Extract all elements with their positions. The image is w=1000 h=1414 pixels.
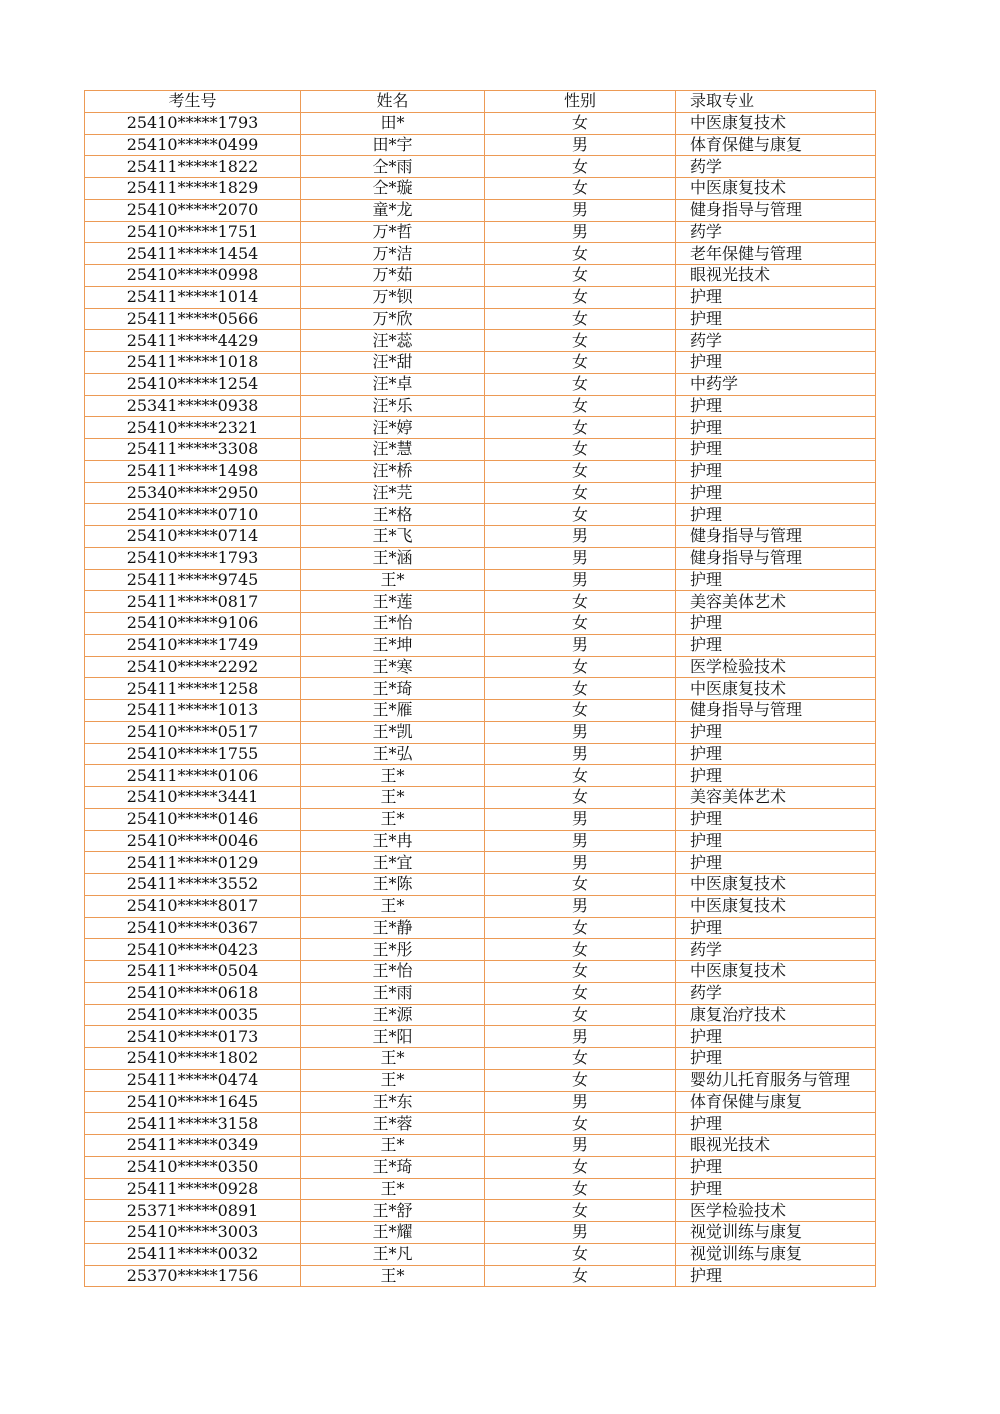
cell-name: 汪*慧 bbox=[301, 439, 485, 461]
cell-gender: 男 bbox=[485, 1026, 676, 1048]
cell-gender: 男 bbox=[485, 1091, 676, 1113]
cell-major: 药学 bbox=[676, 156, 876, 178]
cell-exam-number: 25410*****1751 bbox=[85, 221, 301, 243]
table-row bbox=[85, 308, 876, 330]
cell-major: 护理 bbox=[676, 830, 876, 852]
cell-name: 王*舒 bbox=[301, 1200, 485, 1222]
cell-exam-number: 25410*****0998 bbox=[85, 265, 301, 287]
cell-gender: 女 bbox=[485, 286, 676, 308]
cell-exam-number: 25411*****0106 bbox=[85, 765, 301, 787]
cell-gender: 女 bbox=[485, 613, 676, 635]
cell-gender: 女 bbox=[485, 787, 676, 809]
cell-gender: 男 bbox=[485, 634, 676, 656]
cell-name: 王*宜 bbox=[301, 852, 485, 874]
cell-exam-number: 25411*****9745 bbox=[85, 569, 301, 591]
cell-name: 王*阳 bbox=[301, 1026, 485, 1048]
cell-gender: 女 bbox=[485, 1069, 676, 1091]
cell-major: 护理 bbox=[676, 634, 876, 656]
cell-gender: 男 bbox=[485, 721, 676, 743]
cell-major: 康复治疗技术 bbox=[676, 1004, 876, 1026]
cell-exam-number: 25411*****1498 bbox=[85, 460, 301, 482]
cell-gender: 女 bbox=[485, 352, 676, 374]
cell-exam-number: 25410*****1645 bbox=[85, 1091, 301, 1113]
cell-major: 护理 bbox=[676, 743, 876, 765]
cell-exam-number: 25410*****9106 bbox=[85, 613, 301, 635]
cell-major: 护理 bbox=[676, 852, 876, 874]
cell-major: 健身指导与管理 bbox=[676, 199, 876, 221]
table-row bbox=[85, 1178, 876, 1200]
cell-exam-number: 25410*****1793 bbox=[85, 547, 301, 569]
cell-name: 王* bbox=[301, 787, 485, 809]
cell-name: 王*怡 bbox=[301, 613, 485, 635]
cell-major: 护理 bbox=[676, 569, 876, 591]
cell-name: 万*欣 bbox=[301, 308, 485, 330]
cell-exam-number: 25411*****3552 bbox=[85, 874, 301, 896]
cell-name: 王*东 bbox=[301, 1091, 485, 1113]
cell-exam-number: 25410*****0714 bbox=[85, 526, 301, 548]
cell-major: 护理 bbox=[676, 721, 876, 743]
cell-name: 王* bbox=[301, 1135, 485, 1157]
cell-gender: 女 bbox=[485, 765, 676, 787]
cell-name: 王*格 bbox=[301, 504, 485, 526]
table-row bbox=[85, 613, 876, 635]
cell-name: 王* bbox=[301, 569, 485, 591]
cell-exam-number: 25411*****3308 bbox=[85, 439, 301, 461]
table-row bbox=[85, 156, 876, 178]
cell-name: 王* bbox=[301, 1069, 485, 1091]
cell-name: 汪*芫 bbox=[301, 482, 485, 504]
cell-name: 王*琦 bbox=[301, 678, 485, 700]
cell-exam-number: 25410*****1749 bbox=[85, 634, 301, 656]
cell-gender: 女 bbox=[485, 373, 676, 395]
cell-exam-number: 25410*****0035 bbox=[85, 1004, 301, 1026]
cell-gender: 女 bbox=[485, 112, 676, 134]
table-row bbox=[85, 678, 876, 700]
cell-major: 护理 bbox=[676, 482, 876, 504]
cell-exam-number: 25410*****2070 bbox=[85, 199, 301, 221]
table-row bbox=[85, 373, 876, 395]
cell-gender: 男 bbox=[485, 852, 676, 874]
cell-name: 王*雁 bbox=[301, 700, 485, 722]
cell-gender: 女 bbox=[485, 982, 676, 1004]
cell-major: 护理 bbox=[676, 808, 876, 830]
table-row bbox=[85, 439, 876, 461]
cell-name: 王* bbox=[301, 1048, 485, 1070]
cell-exam-number: 25410*****0173 bbox=[85, 1026, 301, 1048]
table-row bbox=[85, 1222, 876, 1244]
table-row bbox=[85, 917, 876, 939]
cell-gender: 女 bbox=[485, 678, 676, 700]
cell-exam-number: 25411*****1258 bbox=[85, 678, 301, 700]
cell-exam-number: 25411*****0566 bbox=[85, 308, 301, 330]
cell-major: 健身指导与管理 bbox=[676, 700, 876, 722]
cell-exam-number: 25411*****3158 bbox=[85, 1113, 301, 1135]
cell-name: 王*静 bbox=[301, 917, 485, 939]
cell-major: 眼视光技术 bbox=[676, 265, 876, 287]
cell-gender: 女 bbox=[485, 330, 676, 352]
cell-name: 王* bbox=[301, 1265, 485, 1287]
cell-major: 中医康复技术 bbox=[676, 678, 876, 700]
cell-exam-number: 25410*****0046 bbox=[85, 830, 301, 852]
cell-major: 护理 bbox=[676, 352, 876, 374]
cell-name: 王* bbox=[301, 1178, 485, 1200]
cell-major: 健身指导与管理 bbox=[676, 547, 876, 569]
table-row bbox=[85, 243, 876, 265]
cell-exam-number: 25411*****1829 bbox=[85, 178, 301, 200]
cell-gender: 女 bbox=[485, 417, 676, 439]
table-row bbox=[85, 1135, 876, 1157]
cell-name: 王*耀 bbox=[301, 1222, 485, 1244]
table-row bbox=[85, 352, 876, 374]
cell-gender: 女 bbox=[485, 1048, 676, 1070]
table-row bbox=[85, 939, 876, 961]
cell-exam-number: 25411*****0032 bbox=[85, 1243, 301, 1265]
cell-gender: 女 bbox=[485, 395, 676, 417]
cell-major: 眼视光技术 bbox=[676, 1135, 876, 1157]
cell-major: 护理 bbox=[676, 417, 876, 439]
cell-exam-number: 25411*****1018 bbox=[85, 352, 301, 374]
table-row bbox=[85, 1200, 876, 1222]
cell-name: 王*彤 bbox=[301, 939, 485, 961]
cell-major: 体育保健与康复 bbox=[676, 1091, 876, 1113]
cell-gender: 女 bbox=[485, 917, 676, 939]
cell-major: 护理 bbox=[676, 1265, 876, 1287]
cell-name: 王*莲 bbox=[301, 591, 485, 613]
cell-name: 王*凡 bbox=[301, 1243, 485, 1265]
cell-name: 王* bbox=[301, 895, 485, 917]
cell-name: 王*琦 bbox=[301, 1156, 485, 1178]
cell-gender: 男 bbox=[485, 547, 676, 569]
table-row bbox=[85, 874, 876, 896]
cell-exam-number: 25410*****8017 bbox=[85, 895, 301, 917]
cell-major: 中医康复技术 bbox=[676, 178, 876, 200]
table-row bbox=[85, 830, 876, 852]
cell-major: 中医康复技术 bbox=[676, 112, 876, 134]
table-row bbox=[85, 721, 876, 743]
cell-major: 护理 bbox=[676, 1048, 876, 1070]
cell-name: 万*哲 bbox=[301, 221, 485, 243]
cell-name: 万*洁 bbox=[301, 243, 485, 265]
cell-exam-number: 25410*****1793 bbox=[85, 112, 301, 134]
table-row bbox=[85, 1156, 876, 1178]
table-row bbox=[85, 526, 876, 548]
header-major: 录取专业 bbox=[676, 91, 876, 113]
table-row bbox=[85, 1091, 876, 1113]
cell-gender: 女 bbox=[485, 308, 676, 330]
cell-exam-number: 25410*****2292 bbox=[85, 656, 301, 678]
cell-major: 护理 bbox=[676, 1026, 876, 1048]
table-row bbox=[85, 743, 876, 765]
table-row bbox=[85, 134, 876, 156]
cell-gender: 女 bbox=[485, 591, 676, 613]
cell-name: 王*弘 bbox=[301, 743, 485, 765]
table-row bbox=[85, 787, 876, 809]
cell-name: 童*龙 bbox=[301, 199, 485, 221]
cell-gender: 男 bbox=[485, 1135, 676, 1157]
table-row bbox=[85, 112, 876, 134]
cell-name: 王*坤 bbox=[301, 634, 485, 656]
cell-exam-number: 25411*****0928 bbox=[85, 1178, 301, 1200]
cell-major: 护理 bbox=[676, 613, 876, 635]
table-row bbox=[85, 591, 876, 613]
cell-gender: 女 bbox=[485, 1156, 676, 1178]
cell-exam-number: 25410*****0517 bbox=[85, 721, 301, 743]
cell-name: 王*寒 bbox=[301, 656, 485, 678]
cell-major: 医学检验技术 bbox=[676, 656, 876, 678]
cell-major: 护理 bbox=[676, 504, 876, 526]
cell-major: 药学 bbox=[676, 330, 876, 352]
cell-exam-number: 25410*****3441 bbox=[85, 787, 301, 809]
cell-gender: 女 bbox=[485, 939, 676, 961]
cell-major: 中医康复技术 bbox=[676, 874, 876, 896]
admission-table bbox=[84, 90, 876, 1287]
cell-exam-number: 25411*****1822 bbox=[85, 156, 301, 178]
cell-major: 中医康复技术 bbox=[676, 961, 876, 983]
cell-major: 老年保健与管理 bbox=[676, 243, 876, 265]
cell-exam-number: 25410*****0146 bbox=[85, 808, 301, 830]
table-row bbox=[85, 895, 876, 917]
cell-name: 汪*乐 bbox=[301, 395, 485, 417]
table-row bbox=[85, 1004, 876, 1026]
cell-gender: 男 bbox=[485, 895, 676, 917]
cell-exam-number: 25410*****1254 bbox=[85, 373, 301, 395]
cell-major: 护理 bbox=[676, 439, 876, 461]
cell-gender: 女 bbox=[485, 265, 676, 287]
cell-exam-number: 25410*****0618 bbox=[85, 982, 301, 1004]
cell-major: 视觉训练与康复 bbox=[676, 1243, 876, 1265]
table-row bbox=[85, 961, 876, 983]
table-row bbox=[85, 504, 876, 526]
cell-name: 王* bbox=[301, 765, 485, 787]
cell-major: 药学 bbox=[676, 221, 876, 243]
cell-name: 田*宇 bbox=[301, 134, 485, 156]
cell-name: 汪*蕊 bbox=[301, 330, 485, 352]
cell-major: 视觉训练与康复 bbox=[676, 1222, 876, 1244]
cell-major: 护理 bbox=[676, 308, 876, 330]
table-row bbox=[85, 982, 876, 1004]
cell-gender: 男 bbox=[485, 134, 676, 156]
table-row bbox=[85, 265, 876, 287]
cell-gender: 女 bbox=[485, 1243, 676, 1265]
cell-gender: 男 bbox=[485, 199, 676, 221]
cell-gender: 男 bbox=[485, 830, 676, 852]
cell-name: 汪*卓 bbox=[301, 373, 485, 395]
cell-exam-number: 25410*****1802 bbox=[85, 1048, 301, 1070]
table-row bbox=[85, 460, 876, 482]
cell-gender: 女 bbox=[485, 656, 676, 678]
cell-major: 中药学 bbox=[676, 373, 876, 395]
cell-exam-number: 25371*****0891 bbox=[85, 1200, 301, 1222]
cell-exam-number: 25411*****0474 bbox=[85, 1069, 301, 1091]
cell-gender: 女 bbox=[485, 460, 676, 482]
cell-major: 护理 bbox=[676, 765, 876, 787]
cell-major: 护理 bbox=[676, 395, 876, 417]
cell-exam-number: 25411*****0504 bbox=[85, 961, 301, 983]
table-row bbox=[85, 199, 876, 221]
cell-major: 护理 bbox=[676, 1113, 876, 1135]
table-row bbox=[85, 1265, 876, 1287]
table-row bbox=[85, 808, 876, 830]
cell-name: 万*茹 bbox=[301, 265, 485, 287]
table-row bbox=[85, 286, 876, 308]
cell-gender: 女 bbox=[485, 178, 676, 200]
cell-exam-number: 25410*****0367 bbox=[85, 917, 301, 939]
cell-exam-number: 25410*****0710 bbox=[85, 504, 301, 526]
cell-exam-number: 25410*****1755 bbox=[85, 743, 301, 765]
cell-major: 护理 bbox=[676, 286, 876, 308]
table-header-row bbox=[85, 91, 876, 113]
cell-name: 王*涵 bbox=[301, 547, 485, 569]
cell-major: 美容美体艺术 bbox=[676, 591, 876, 613]
cell-gender: 男 bbox=[485, 221, 676, 243]
cell-exam-number: 25411*****4429 bbox=[85, 330, 301, 352]
cell-exam-number: 25411*****1014 bbox=[85, 286, 301, 308]
cell-exam-number: 25411*****0817 bbox=[85, 591, 301, 613]
table-row bbox=[85, 656, 876, 678]
cell-gender: 女 bbox=[485, 243, 676, 265]
table-row bbox=[85, 330, 876, 352]
cell-exam-number: 25410*****0423 bbox=[85, 939, 301, 961]
cell-name: 王*雨 bbox=[301, 982, 485, 1004]
cell-major: 婴幼儿托育服务与管理 bbox=[676, 1069, 876, 1091]
cell-major: 健身指导与管理 bbox=[676, 526, 876, 548]
table-row bbox=[85, 1048, 876, 1070]
cell-gender: 男 bbox=[485, 743, 676, 765]
cell-name: 汪*甜 bbox=[301, 352, 485, 374]
table-row bbox=[85, 1026, 876, 1048]
cell-name: 王*源 bbox=[301, 1004, 485, 1026]
cell-exam-number: 25411*****0129 bbox=[85, 852, 301, 874]
cell-exam-number: 25411*****0349 bbox=[85, 1135, 301, 1157]
cell-gender: 女 bbox=[485, 439, 676, 461]
cell-name: 王*飞 bbox=[301, 526, 485, 548]
cell-gender: 女 bbox=[485, 1265, 676, 1287]
cell-gender: 女 bbox=[485, 482, 676, 504]
cell-gender: 女 bbox=[485, 874, 676, 896]
cell-name: 汪*婷 bbox=[301, 417, 485, 439]
header-exam-number: 考生号 bbox=[85, 91, 301, 113]
cell-gender: 女 bbox=[485, 1178, 676, 1200]
cell-gender: 女 bbox=[485, 156, 676, 178]
cell-gender: 男 bbox=[485, 808, 676, 830]
cell-gender: 女 bbox=[485, 961, 676, 983]
cell-name: 仝*雨 bbox=[301, 156, 485, 178]
cell-major: 护理 bbox=[676, 1156, 876, 1178]
cell-major: 护理 bbox=[676, 917, 876, 939]
table-row bbox=[85, 178, 876, 200]
cell-name: 王*蓉 bbox=[301, 1113, 485, 1135]
cell-major: 中医康复技术 bbox=[676, 895, 876, 917]
table-row bbox=[85, 765, 876, 787]
cell-name: 汪*桥 bbox=[301, 460, 485, 482]
cell-gender: 女 bbox=[485, 1113, 676, 1135]
cell-name: 王*陈 bbox=[301, 874, 485, 896]
cell-major: 护理 bbox=[676, 460, 876, 482]
cell-exam-number: 25410*****0350 bbox=[85, 1156, 301, 1178]
cell-name: 王*怡 bbox=[301, 961, 485, 983]
cell-gender: 男 bbox=[485, 1222, 676, 1244]
table-row bbox=[85, 1243, 876, 1265]
cell-gender: 女 bbox=[485, 1004, 676, 1026]
cell-major: 药学 bbox=[676, 939, 876, 961]
cell-major: 药学 bbox=[676, 982, 876, 1004]
table-row bbox=[85, 221, 876, 243]
cell-major: 护理 bbox=[676, 1178, 876, 1200]
cell-name: 万*钡 bbox=[301, 286, 485, 308]
cell-major: 体育保健与康复 bbox=[676, 134, 876, 156]
cell-name: 仝*璇 bbox=[301, 178, 485, 200]
cell-exam-number: 25411*****1454 bbox=[85, 243, 301, 265]
table-row bbox=[85, 1069, 876, 1091]
cell-major: 医学检验技术 bbox=[676, 1200, 876, 1222]
cell-name: 田* bbox=[301, 112, 485, 134]
cell-gender: 女 bbox=[485, 700, 676, 722]
cell-gender: 女 bbox=[485, 504, 676, 526]
table-row bbox=[85, 482, 876, 504]
cell-exam-number: 25370*****1756 bbox=[85, 1265, 301, 1287]
cell-exam-number: 25410*****0499 bbox=[85, 134, 301, 156]
table-row bbox=[85, 395, 876, 417]
cell-name: 王*冉 bbox=[301, 830, 485, 852]
cell-exam-number: 25340*****2950 bbox=[85, 482, 301, 504]
cell-name: 王*凯 bbox=[301, 721, 485, 743]
table-row bbox=[85, 417, 876, 439]
cell-exam-number: 25341*****0938 bbox=[85, 395, 301, 417]
table-row bbox=[85, 547, 876, 569]
cell-gender: 男 bbox=[485, 526, 676, 548]
cell-gender: 女 bbox=[485, 1200, 676, 1222]
table-row bbox=[85, 569, 876, 591]
table-row bbox=[85, 852, 876, 874]
table-row bbox=[85, 634, 876, 656]
cell-exam-number: 25410*****3003 bbox=[85, 1222, 301, 1244]
cell-exam-number: 25411*****1013 bbox=[85, 700, 301, 722]
cell-exam-number: 25410*****2321 bbox=[85, 417, 301, 439]
cell-gender: 男 bbox=[485, 569, 676, 591]
cell-major: 美容美体艺术 bbox=[676, 787, 876, 809]
header-gender: 性别 bbox=[485, 91, 676, 113]
table-row bbox=[85, 700, 876, 722]
cell-name: 王* bbox=[301, 808, 485, 830]
header-name: 姓名 bbox=[301, 91, 485, 113]
table-row bbox=[85, 1113, 876, 1135]
